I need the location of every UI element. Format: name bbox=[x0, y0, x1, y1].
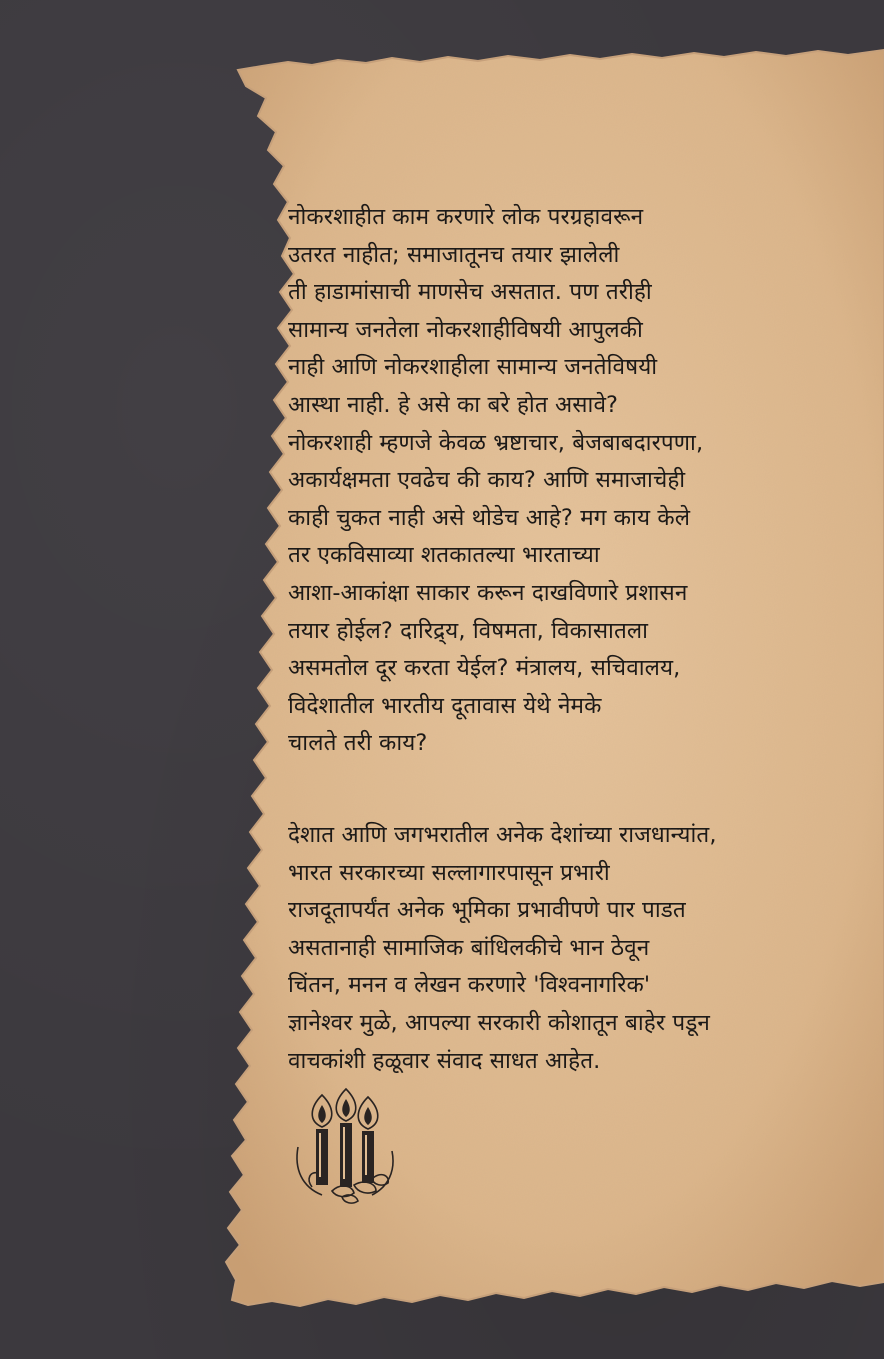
text-line: वाचकांशी हळूवार संवाद साधत आहेत. bbox=[288, 1047, 601, 1074]
blurb-paragraph-2 bbox=[288, 817, 848, 1080]
text-line: राजदूतापर्यंत अनेक भूमिका प्रभावीपणे पार पाडत bbox=[288, 897, 686, 924]
three-candles-logo-icon bbox=[292, 1087, 400, 1205]
text-line: सामान्य जनतेला नोकरशाहीविषयी आपुलकी bbox=[288, 316, 643, 343]
text-line: नोकरशाहीत काम करणारे लोक परग्रहावरून bbox=[288, 204, 644, 230]
text-line: आस्था नाही. हे असे का बरे होत असावे? bbox=[288, 391, 619, 418]
text-line: चालते तरी काय? bbox=[288, 730, 428, 757]
text-line: नाही आणि नोकरशाहीला सामान्य जनतेविषयी bbox=[288, 354, 658, 381]
text-line: नोकरशाही म्हणजे केवळ भ्रष्टाचार, बेजबाबदारपणा, bbox=[288, 429, 704, 456]
text-line: तयार होईल? दारिद्र्य, विषमता, विकासातला bbox=[288, 617, 649, 644]
text-line: तर एकविसाव्या शतकातल्या भारताच्या bbox=[288, 542, 600, 569]
text-line: भारत सरकारच्या सल्लागारपासून प्रभारी bbox=[288, 859, 610, 886]
text-line: उतरत नाहीत; समाजातूनच तयार झालेली bbox=[288, 241, 620, 268]
text-line: काही चुकत नाही असे थोडेच आहे? मग काय केले bbox=[288, 504, 691, 531]
text-line: आशा-आकांक्षा साकार करून दाखविणारे प्रशासन bbox=[288, 579, 688, 606]
blurb-paragraph-1 bbox=[288, 199, 848, 763]
text-line: विदेशातील भारतीय दूतावास येथे नेमके bbox=[288, 692, 602, 719]
text-line: चिंतन, मनन व लेखन करणारे 'विश्वनागरिक' bbox=[288, 972, 651, 999]
text-line: ती हाडामांसाची माणसेच असतात. पण तरीही bbox=[288, 279, 652, 306]
text-line: अकार्यक्षमता एवढेच की काय? आणि समाजाचेही bbox=[288, 467, 686, 494]
text-line: देशात आणि जगभरातील अनेक देशांच्या राजधान्यांत, bbox=[288, 822, 717, 848]
text-line: ज्ञानेश्वर मुळे, आपल्या सरकारी कोशातून बाहेर पडून bbox=[288, 1009, 710, 1036]
text-line: असमतोल दूर करता येईल? मंत्रालय, सचिवालय, bbox=[288, 655, 681, 682]
text-line: असतानाही सामाजिक बांधिलकीचे भान ठेवून bbox=[288, 934, 650, 961]
